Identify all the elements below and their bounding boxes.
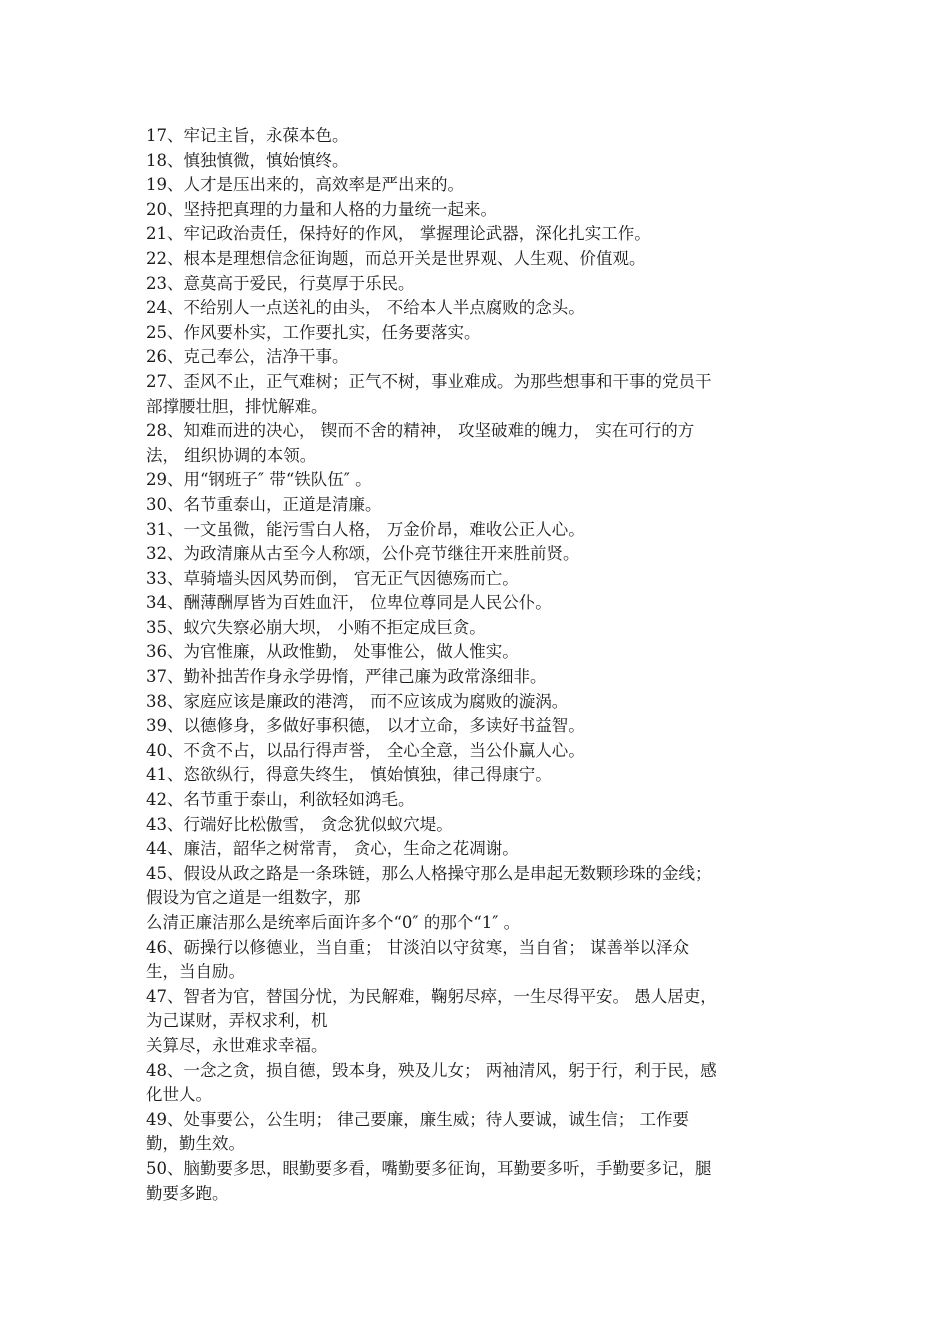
text-line: 36、为官惟廉，从政惟勤， 处事惟公，做人惟实。	[146, 642, 519, 662]
text-line: 勤，勤生效。	[146, 1134, 245, 1154]
text-line: 24、不给别人一点送礼的由头， 不给本人半点腐败的念头。	[146, 298, 585, 318]
document-body	[146, 124, 810, 1206]
text-line: 37、勤补拙苦作身永学毋惰，严律己廉为政常涤细非。	[146, 667, 547, 687]
text-line: 么清正廉洁那么是统率后面许多个“0″ 的那个“1″ 。	[146, 913, 521, 932]
text-line: 22、根本是理想信念征询题，而总开关是世界观、人生观、价值观。	[146, 248, 646, 268]
text-line: 20、坚持把真理的力量和人格的力量统一起来。	[146, 199, 497, 219]
text-line: 19、人才是压出来的，高效率是严出来的。	[146, 175, 464, 195]
text-line: 30、名节重泰山，正道是清廉。	[146, 494, 382, 514]
text-line: 26、克己奉公，洁净干事。	[146, 347, 349, 367]
text-line: 45、假设从政之路是一条珠链，那么人格操守那么是串起无数颗珍珠的金线；	[146, 863, 712, 883]
text-line: 31、一文虽微，能污雪白人格， 万金价昂，难收公正人心。	[146, 519, 585, 539]
text-line: 39、以德修身，多做好事积德， 以才立命，多读好书益智。	[146, 716, 585, 736]
text-line: 28、知难而进的决心， 锲而不舍的精神， 攻坚破难的魄力， 实在可行的方	[146, 421, 695, 441]
text-line: 34、酬薄酬厚皆为百姓血汗， 位卑位尊同是人民公仆。	[146, 593, 552, 613]
text-line: 勤要多跑。	[146, 1183, 229, 1203]
text-line: 25、作风要朴实，工作要扎实，任务要落实。	[146, 322, 481, 342]
text-line: 化世人。	[146, 1085, 212, 1105]
text-line: 29、用“钢班子″ 带“铁队伍″ 。	[146, 470, 372, 490]
text-line: 32、为政清廉从古至今人称颂，公仆亮节继往开来胜前贤。	[146, 544, 580, 564]
text-line: 48、一念之贪，损自德，毁本身，殃及儿女； 两袖清风，躬于行，利于民，感	[146, 1060, 717, 1080]
text-line: 法， 组织协调的本领。	[146, 445, 317, 465]
text-line: 生，当自励。	[146, 962, 245, 982]
text-line: 27、歪风不止，正气难树；正气不树，事业难成。为那些想事和干事的党员干	[146, 371, 712, 391]
text-line: 38、家庭应该是廉政的港湾， 而不应该成为腐败的漩涡。	[146, 691, 569, 711]
text-line: 17、牢记主旨，永葆本色。	[146, 126, 349, 145]
text-line: 44、廉洁，韶华之树常青， 贪心，生命之花凋谢。	[146, 839, 519, 859]
text-line: 21、牢记政治责任，保持好的作风， 掌握理论武器，深化扎实工作。	[146, 224, 651, 244]
text-line: 35、蚁穴失察必崩大坝， 小贿不拒定成巨贪。	[146, 617, 486, 637]
text-line: 33、草骑墙头因风势而倒， 官无正气因德殇而亡。	[146, 568, 519, 588]
text-line: 47、智者为官，替国分忧，为民解难，鞠躬尽瘁，一生尽得平安。 愚人居吏，	[146, 986, 717, 1006]
text-line: 50、脑勤要多思，眼勤要多看，嘴勤要多征询，耳勤要多听，手勤要多记，腿	[146, 1158, 712, 1178]
text-line: 46、砺操行以修德业，当自重； 甘淡泊以守贫寒，当自省； 谋善举以泽众	[146, 937, 689, 957]
text-line: 40、不贪不占，以品行得声誉， 全心全意，当公仆赢人心。	[146, 740, 585, 760]
text-line: 18、慎独慎微，慎始慎终。	[146, 150, 349, 170]
text-line: 23、意莫高于爱民，行莫厚于乐民。	[146, 273, 415, 293]
text-line: 42、名节重于泰山，利欲轻如鸿毛。	[146, 790, 415, 810]
text-line: 49、处事要公，公生明； 律己要廉，廉生威；待人要诚，诚生信； 工作要	[146, 1109, 689, 1129]
text-line: 关算尽，永世难求幸福。	[146, 1035, 328, 1055]
text-line: 假设为官之道是一组数字，那	[146, 888, 361, 908]
text-line: 43、行端好比松傲雪， 贪念犹似蚁穴堤。	[146, 814, 453, 834]
text-line: 41、恣欲纵行，得意失终生， 慎始慎独，律己得康宁。	[146, 765, 552, 785]
text-line: 为己谋财，弄权求利，机	[146, 1011, 328, 1031]
text-line: 部撑腰壮胆，排忧解难。	[146, 396, 328, 416]
